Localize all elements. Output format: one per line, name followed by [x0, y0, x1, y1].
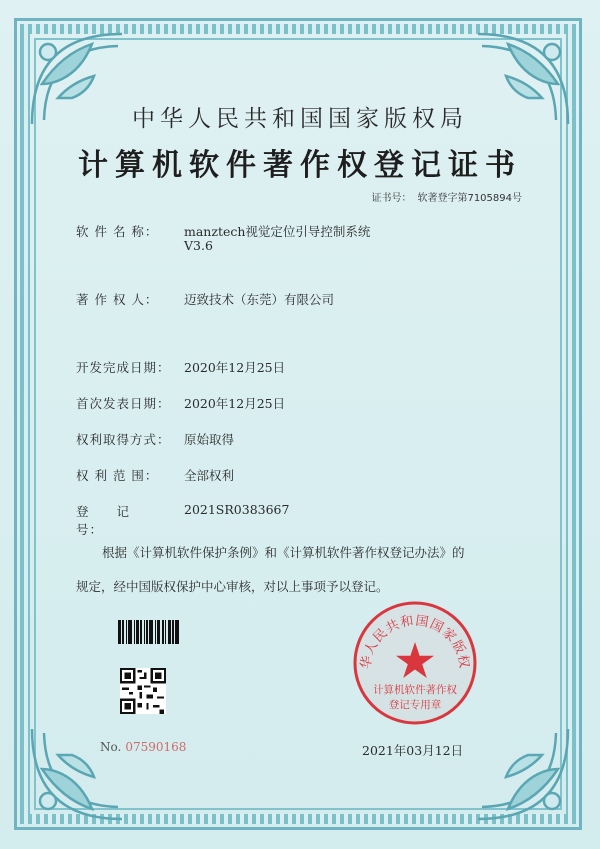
issue-date: 2021年03月12日 — [362, 743, 464, 758]
field-value: 原始取得 — [184, 432, 235, 447]
field-acquisition-method — [76, 430, 235, 448]
field-value: 2021SR0383667 — [184, 502, 290, 517]
serial-value: 07590168 — [125, 740, 187, 754]
field-label: 权 利 范 围： — [76, 468, 159, 483]
field-copyright-holder — [76, 290, 335, 308]
statement-line-1: 根据《计算机软件保护条例》和《计算机软件著作权登记办法》的 — [102, 545, 465, 560]
serial-number — [100, 740, 186, 754]
field-value-version: V3.6 — [184, 238, 213, 253]
field-rights-scope — [76, 466, 235, 484]
official-seal — [352, 600, 478, 726]
corner-ornament-bottom-left — [22, 719, 152, 829]
field-label: 开发完成日期： — [76, 360, 171, 375]
seal-line-2: 登记专用章 — [388, 699, 442, 711]
qr-code — [120, 668, 166, 714]
field-label: 权利取得方式： — [76, 432, 171, 447]
corner-ornament-bottom-right — [448, 719, 578, 829]
field-label: 软 件 名 称： — [76, 224, 159, 239]
field-value: 迈致技术（东莞）有限公司 — [184, 292, 335, 307]
field-software-name — [76, 222, 371, 253]
certificate-number-label: 证书号： — [371, 193, 412, 204]
field-dev-completion-date — [76, 358, 286, 376]
issuing-authority: 中华人民共和国国家版权局 — [132, 106, 468, 132]
field-first-publish-date — [76, 394, 286, 412]
field-value: 2020年12月25日 — [184, 360, 286, 375]
seal-line-1: 计算机软件著作权 — [373, 684, 457, 696]
barcode — [118, 620, 186, 644]
certification-statement — [76, 536, 536, 604]
field-label: 著 作 权 人： — [76, 292, 159, 307]
field-value: 全部权利 — [184, 468, 235, 483]
field-label: 首次发表日期： — [76, 396, 171, 411]
serial-prefix: No. — [100, 740, 122, 754]
field-registration-number — [76, 502, 290, 538]
statement-line-2: 规定，经中国版权保护中心审核，对以上事项予以登记。 — [76, 579, 389, 594]
field-value: 2020年12月25日 — [184, 396, 286, 411]
field-value: manztech视觉定位引导控制系统 — [184, 224, 371, 239]
seal-arc-text: 华人民共和国国家版权 — [358, 613, 472, 671]
field-label: 登 记 号： — [76, 504, 158, 537]
certificate-number-value: 软著登字第7105894号 — [417, 193, 522, 204]
certificate-title: 计算机软件著作权登记证书 — [78, 148, 522, 183]
certificate-number — [365, 189, 522, 204]
